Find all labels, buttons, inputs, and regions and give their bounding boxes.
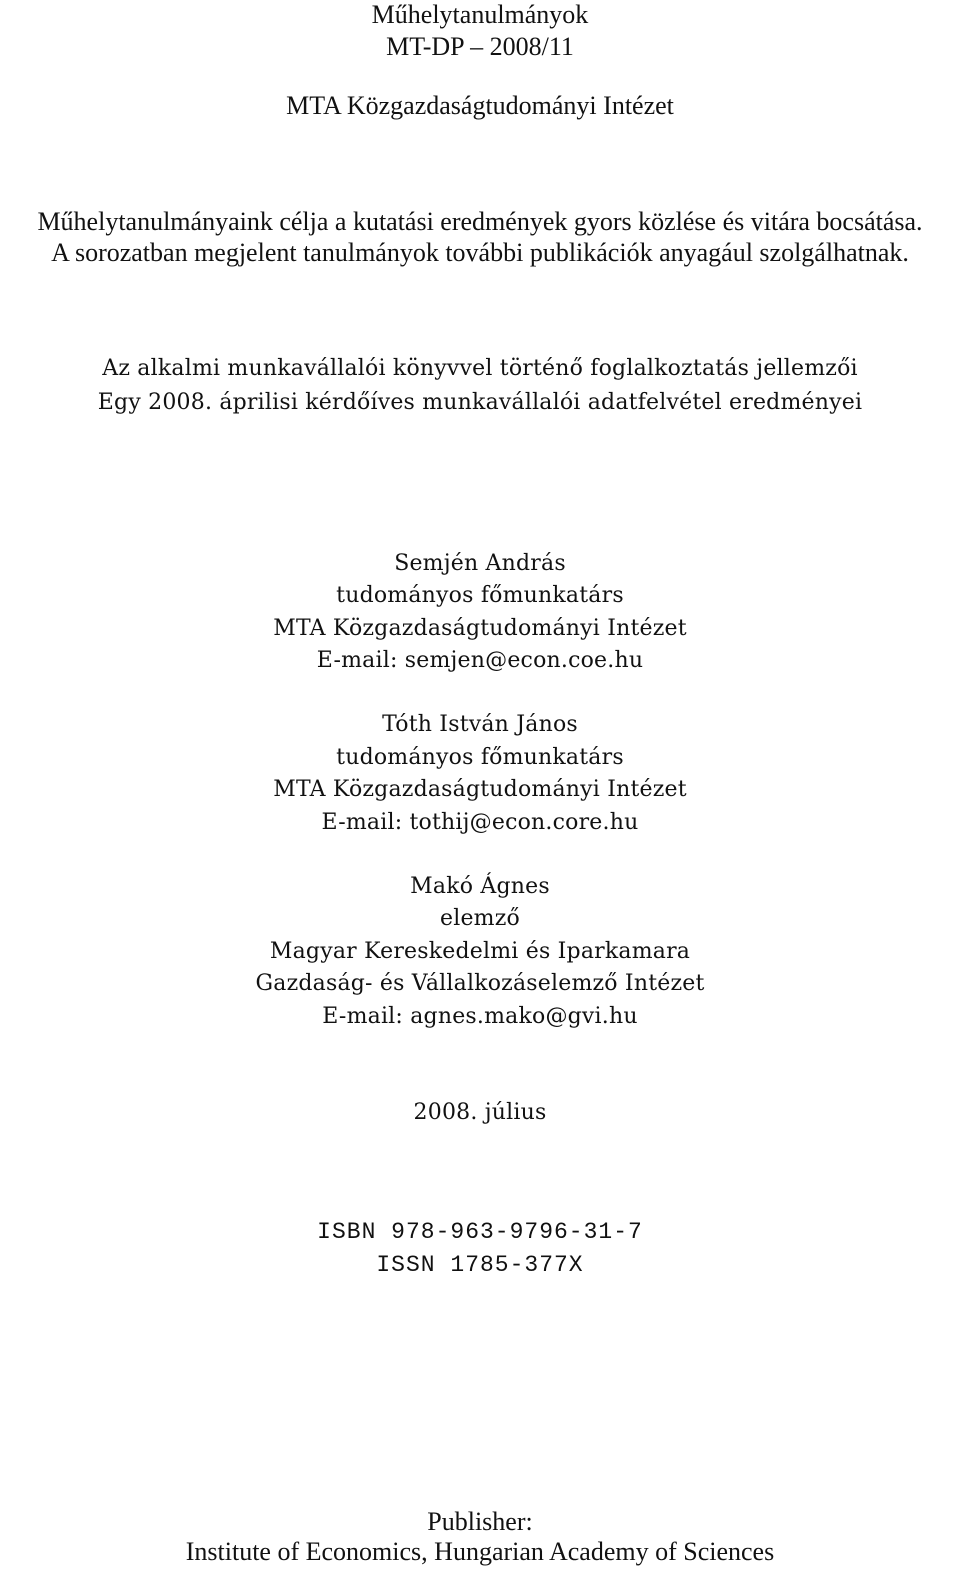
author-2-email: E-mail: tothij@econ.core.hu — [321, 810, 639, 835]
author-3-email: E-mail: agnes.mako@gvi.hu — [322, 1004, 638, 1029]
series-number: MT-DP – 2008/11 — [386, 32, 574, 61]
paper-title: Az alkalmi munkavállalói könyvvel történő foglalkoztatás jellemzői — [102, 356, 858, 381]
author-1-role: tudományos főmunkatárs — [336, 583, 624, 608]
author-1-name: Semjén András — [394, 551, 566, 576]
author-3-institution-1: Magyar Kereskedelmi és Iparkamara — [269, 939, 691, 964]
series-title: Műhelytanulmányok — [371, 0, 589, 29]
publication-date: 2008. július — [413, 1100, 547, 1125]
author-3-name: Makó Ágnes — [410, 874, 550, 899]
author-2-name: Tóth István János — [382, 712, 578, 737]
author-1-institution: MTA Közgazdaságtudományi Intézet — [273, 616, 687, 641]
author-3-institution-2: Gazdaság- és Vállalkozáselemző Intézet — [255, 971, 705, 996]
issn: ISSN 1785-377X — [376, 1252, 584, 1278]
intro-line-2: A sorozatban megjelent tanulmányok további publikációk anyagául szolgálhatnak. — [51, 238, 909, 267]
intro-line-1: Műhelytanulmányaink célja a kutatási eredmények gyors közlése és vitára bocsátása. — [37, 207, 923, 236]
header-institute: MTA Közgazdaságtudományi Intézet — [286, 91, 674, 120]
author-2-institution: MTA Közgazdaságtudományi Intézet — [273, 777, 687, 802]
author-1-email: E-mail: semjen@econ.coe.hu — [316, 648, 644, 673]
author-3-role: elemző — [440, 906, 520, 931]
author-2-role: tudományos főmunkatárs — [336, 745, 624, 770]
isbn: ISBN 978-963-9796-31-7 — [317, 1219, 643, 1245]
publisher-name: Institute of Economics, Hungarian Academy of Sciences — [185, 1537, 775, 1566]
publisher-label: Publisher: — [427, 1507, 533, 1536]
paper-subtitle: Egy 2008. áprilisi kérdőíves munkavállalói adatfelvétel eredményei — [97, 390, 863, 415]
